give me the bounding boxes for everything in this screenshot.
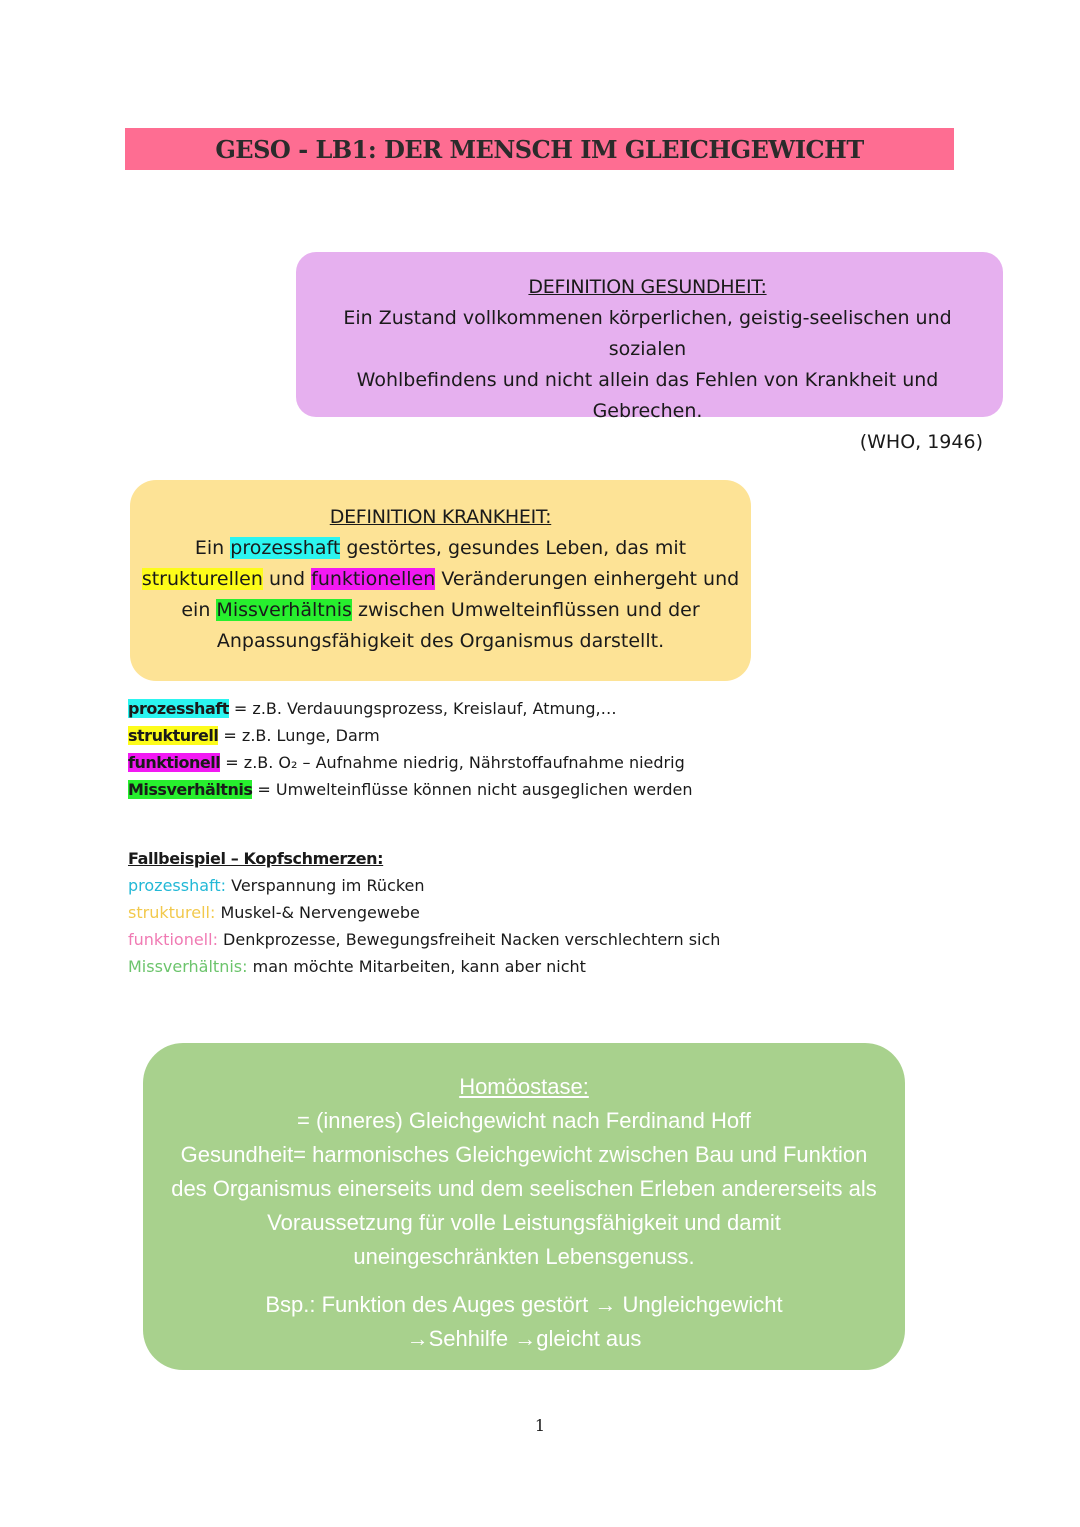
text-fragment: Veränderungen einhergeht und [435,568,740,590]
case-label: prozesshaft: [128,876,227,895]
krankheit-heading: DEFINITION KRANKHEIT: [329,506,552,528]
list-item [128,899,888,926]
case-heading: Fallbeispiel – Kopfschmerzen: [128,849,384,868]
term-label: strukturell [128,726,219,745]
case-example [128,845,888,980]
case-text: Denkprozesse, Bewegungsfreiheit Nacken verschlechtern sich [217,930,721,949]
gesundheit-line-1: Ein Zustand vollkommenen körperlichen, geistig-seelischen und sozialen [343,307,952,360]
case-text: man möchte Mitarbeiten, kann aber nicht [247,957,586,976]
case-label: funktionell: [128,930,218,949]
homoeostase-heading: Homöostase: [459,1074,589,1099]
list-item [128,722,828,749]
homoeostase-line: Voraussetzung für volle Leistungsfähigkeit und damit [267,1210,781,1235]
gesundheit-source: (WHO, 1946) [859,431,983,453]
term-description: = z.B. Lunge, Darm [218,726,380,745]
text-fragment: ein [181,599,217,621]
list-item [128,749,828,776]
krankheit-line-2 [140,564,741,595]
krankheit-line-4: Anpassungsfähigkeit des Organismus darstellt. [216,630,665,652]
text-fragment: Ein [194,537,231,559]
gesundheit-line-2: Wohlbefindens und nicht allein das Fehlen von Krankheit und Gebrechen. [356,369,939,422]
krankheit-line-3 [140,595,741,626]
highlight-prozesshaft: prozesshaft [230,537,341,559]
homoeostase-box [143,1043,905,1370]
highlight-missverhaeltnis: Missverhältnis [216,599,352,621]
term-description: = Umwelteinflüsse können nicht ausgeglichen werden [252,780,693,799]
homoeostase-example: →Sehhilfe →gleicht aus [406,1326,642,1351]
homoeostase-line: des Organismus einerseits und dem seelischen Erleben andererseits als [171,1176,877,1201]
homoeostase-example: Bsp.: Funktion des Auges gestört → Ungleichgewicht [265,1292,783,1317]
highlight-strukturellen: strukturellen [141,568,263,590]
term-label: Missverhältnis [128,780,253,799]
list-item [128,695,828,722]
term-description: = z.B. O₂ – Aufnahme niedrig, Nährstoffaufnahme niedrig [220,753,685,772]
term-label: funktionell [128,753,221,772]
page-number: 1 [534,1416,546,1435]
definition-krankheit-box [130,480,751,681]
list-item [128,776,828,803]
term-description: = z.B. Verdauungsprozess, Kreislauf, Atmung,… [228,699,617,718]
list-item [128,953,888,980]
case-text: Muskel-& Nervengewebe [215,903,420,922]
case-text: Verspannung im Rücken [226,876,425,895]
title-banner [125,128,954,170]
homoeostase-line: = (inneres) Gleichgewicht nach Ferdinand Hoff [297,1108,751,1133]
homoeostase-line: Gesundheit= harmonisches Gleichgewicht zwischen Bau und Funktion [180,1142,868,1167]
definition-gesundheit-box [296,252,1003,453]
term-definitions-list [128,695,828,803]
krankheit-line-1 [140,533,741,564]
gesundheit-heading: DEFINITION GESUNDHEIT: [528,276,767,298]
page-title: GESO - LB1: DER MENSCH IM GLEICHGEWICHT [215,134,864,164]
text-fragment: zwischen Umwelteinflüssen und der [351,599,700,621]
case-label: strukturell: [128,903,216,922]
highlight-funktionellen: funktionellen [311,568,436,590]
list-item [128,872,888,899]
text-fragment: gestörtes, gesundes Leben, das mit [340,537,687,559]
term-label: prozesshaft [128,699,229,718]
list-item [128,926,888,953]
spacer [161,1274,887,1288]
case-label: Missverhältnis: [128,957,248,976]
text-fragment: und [262,568,312,590]
homoeostase-line: uneingeschränkten Lebensgenuss. [353,1244,695,1269]
